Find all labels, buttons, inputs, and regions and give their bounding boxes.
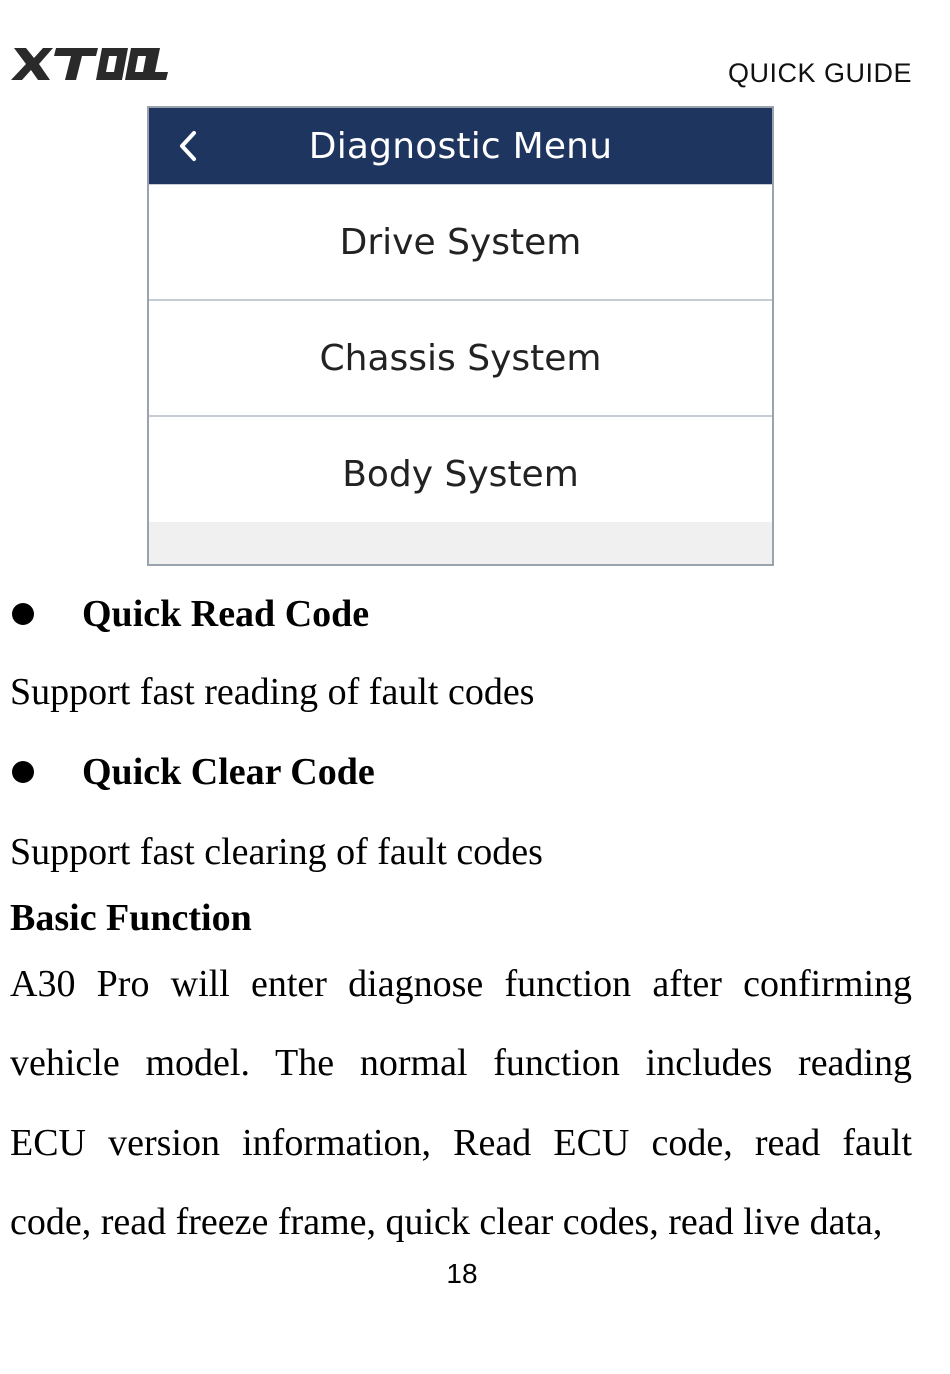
basic-function-heading: Basic Function (10, 897, 252, 939)
quick-read-description: Support fast reading of fault codes (10, 671, 535, 713)
device-screen (147, 106, 774, 566)
diagnostic-menu-list (149, 184, 772, 533)
menu-item-drive-system[interactable]: Drive System (149, 185, 772, 301)
quick-clear-heading (12, 750, 375, 794)
chevron-left-icon (178, 130, 198, 162)
xtool-logo (10, 34, 170, 86)
device-header (149, 108, 772, 184)
device-footer (149, 522, 772, 564)
back-button[interactable] (175, 130, 201, 162)
quick-clear-title: Quick Clear Code (82, 751, 375, 793)
quick-clear-description: Support fast clearing of fault codes (10, 831, 543, 873)
menu-item-chassis-system[interactable]: Chassis System (149, 301, 772, 417)
bullet-icon (12, 603, 34, 625)
bullet-icon (12, 761, 34, 783)
basic-function-line: code, read freeze frame, quick clear codes, read live data, (10, 1201, 883, 1243)
quick-read-heading (12, 592, 369, 636)
basic-function-line: ECU version information, Read ECU code, read fault (10, 1122, 912, 1164)
device-screen-title: Diagnostic Menu (308, 125, 613, 167)
quick-read-title: Quick Read Code (82, 593, 370, 635)
page-number: 18 (446, 1258, 478, 1289)
menu-item-body-system[interactable]: Body System (149, 417, 772, 533)
basic-function-line: vehicle model. The normal function includes reading (10, 1042, 912, 1084)
guide-title: QUICK GUIDE (727, 58, 912, 88)
basic-function-line: A30 Pro will enter diagnose function after confirming (10, 963, 912, 1005)
